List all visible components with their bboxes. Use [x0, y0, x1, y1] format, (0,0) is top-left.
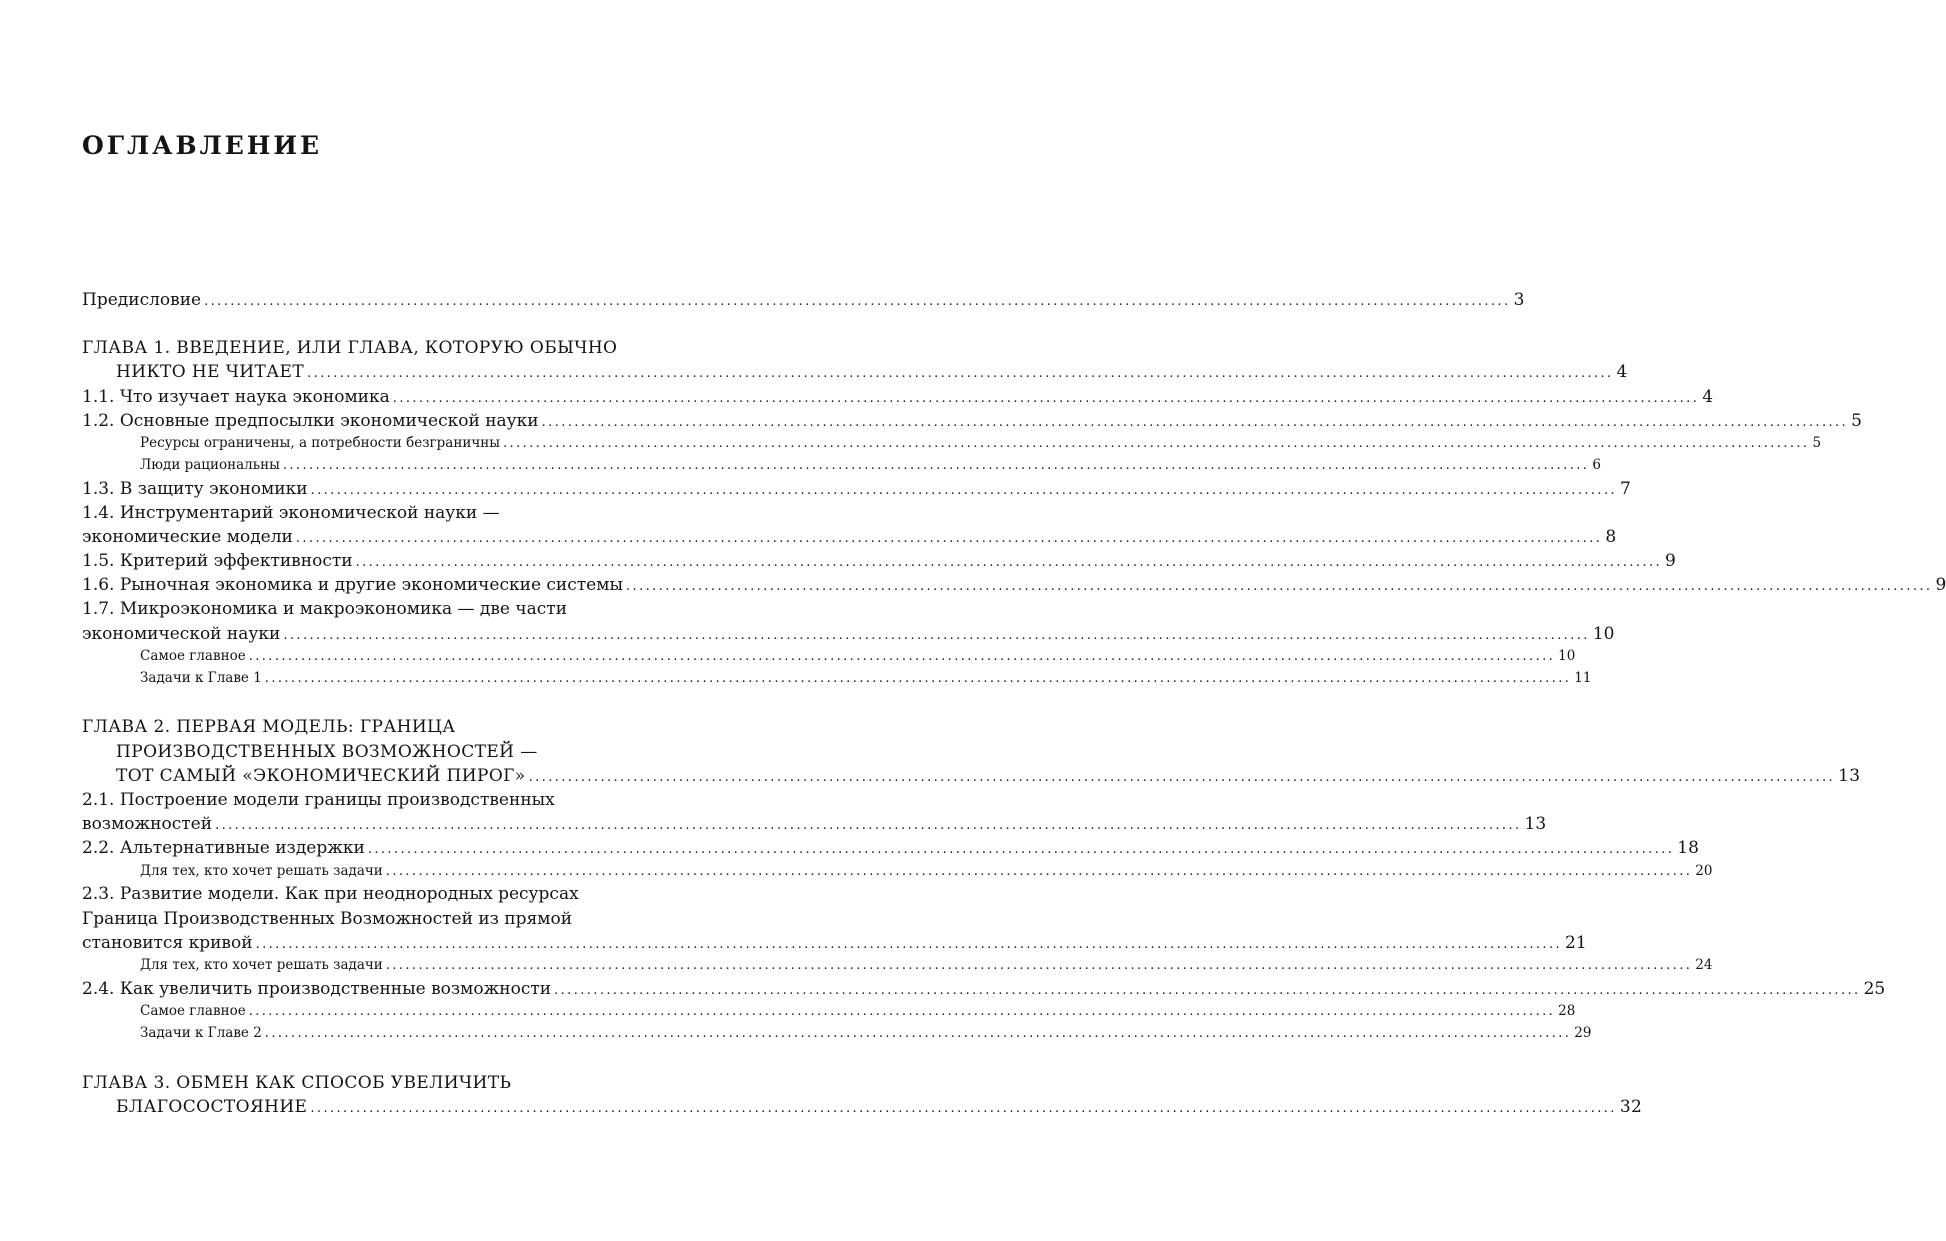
- chapter-title-line: ТОТ САМЫЙ «ЭКОНОМИЧЕСКИЙ ПИРОГ»: [116, 765, 526, 786]
- dot-leader: ........................................................................................................................................................................................................: [215, 818, 1522, 834]
- toc-subentry[interactable]: [82, 455, 1601, 477]
- toc-page-number: 29: [1574, 1024, 1592, 1041]
- toc-page-number: 9: [1665, 551, 1676, 572]
- dot-leader: ........................................................................................................................................................................................................: [310, 482, 1618, 498]
- toc-entry-label: становится кривой: [82, 932, 253, 953]
- toc-entry-1-7[interactable]: [82, 597, 652, 621]
- toc-entry-1-7-end[interactable]: [82, 622, 1615, 646]
- dot-leader: ........................................................................................................................................................................................................: [503, 435, 1810, 451]
- dot-leader: ........................................................................................................................................................................................................: [367, 842, 1675, 858]
- chapter-title-line: БЛАГОСОСТОЯНИЕ: [116, 1096, 308, 1117]
- toc-entry-label: Для тех, кто хочет решать задачи: [140, 862, 383, 879]
- toc-page-number: 5: [1812, 434, 1822, 451]
- dot-leader: ........................................................................................................................................................................................................: [255, 936, 1563, 952]
- toc-entry-2-4[interactable]: [82, 977, 1886, 1001]
- toc-entry-label: Люди рациональны: [140, 456, 280, 473]
- dot-leader: ........................................................................................................................................................................................................: [248, 648, 1556, 664]
- toc-entry-label: Самое главное: [140, 1002, 246, 1019]
- toc-entry-2-1[interactable]: [82, 788, 652, 812]
- toc-subentry[interactable]: [82, 955, 1713, 977]
- toc-page-number: 21: [1565, 932, 1587, 953]
- toc-entry-label: экономической науки: [82, 623, 281, 644]
- toc-entry-label: 1.1. Что изучает наука экономика: [82, 386, 390, 407]
- toc-entry-label: Граница Производственных Возможностей из прямой: [82, 908, 573, 929]
- dot-leader: ........................................................................................................................................................................................................: [264, 670, 1572, 686]
- toc-entry-label: Задачи к Главе 2: [140, 1024, 262, 1041]
- toc-subentry[interactable]: [82, 646, 1576, 668]
- toc-page-number: 11: [1574, 669, 1592, 686]
- dot-leader: ........................................................................................................................................................................................................: [248, 1003, 1556, 1019]
- toc-page-number: 10: [1592, 623, 1615, 644]
- toc-page-number: 13: [1524, 814, 1547, 835]
- toc-entry-label: Для тех, кто хочет решать задачи: [140, 956, 383, 973]
- toc-page-number: 4: [1702, 386, 1714, 407]
- toc-entry-label: 2.2. Альтернативные издержки: [82, 838, 365, 859]
- chapter-title-line: ГЛАВА 1. ВВЕДЕНИЕ, ИЛИ ГЛАВА, КОТОРУЮ ОБЫЧНО: [82, 338, 618, 359]
- toc-page-number: 10: [1558, 647, 1576, 664]
- toc-page-number: 28: [1558, 1002, 1576, 1019]
- dot-leader: ........................................................................................................................................................................................................: [528, 769, 1836, 785]
- chapter-2-heading[interactable]: [82, 715, 652, 739]
- toc-entry-label: 1.6. Рыночная экономика и другие экономические системы: [82, 575, 623, 596]
- dot-leader: ........................................................................................................................................................................................................: [264, 1025, 1572, 1041]
- chapter-1-heading[interactable]: [82, 336, 652, 360]
- toc-page-number: 5: [1851, 410, 1862, 431]
- toc-subentry[interactable]: [82, 433, 1822, 455]
- dot-leader: ........................................................................................................................................................................................................: [392, 390, 1700, 406]
- dot-leader: ........................................................................................................................................................................................................: [385, 863, 1693, 879]
- toc-subentry[interactable]: [82, 861, 1713, 883]
- dot-leader: ........................................................................................................................................................................................................: [204, 294, 1511, 309]
- toc-entry-label: Самое главное: [140, 647, 246, 664]
- dot-leader: ........................................................................................................................................................................................................: [355, 555, 1663, 571]
- chapter-title-line: ГЛАВА 2. ПЕРВАЯ МОДЕЛЬ: ГРАНИЦА: [82, 717, 456, 738]
- toc-entry-1-2[interactable]: [82, 409, 1862, 433]
- toc-page-number: 8: [1605, 526, 1617, 547]
- toc-entry-2-2[interactable]: [82, 836, 1699, 860]
- dot-leader: ........................................................................................................................................................................................................: [295, 530, 1603, 546]
- toc-entry-1-5[interactable]: [82, 549, 1676, 573]
- toc-entry-1-4-end[interactable]: [82, 525, 1617, 549]
- toc-subentry[interactable]: [82, 1001, 1576, 1023]
- chapter-2-heading-cont[interactable]: [82, 740, 652, 764]
- toc-entry-label: экономические модели: [82, 526, 293, 547]
- toc-entry-label: 1.4. Инструментарий экономической науки —: [82, 502, 500, 523]
- dot-leader: ........................................................................................................................................................................................................: [283, 627, 1590, 643]
- toc-entry-label: 2.3. Развитие модели. Как при неоднородных ресурсах: [82, 884, 579, 905]
- toc-entry-2-3-end[interactable]: [82, 931, 1587, 955]
- toc-entry-label: возможностей: [82, 814, 213, 835]
- toc-entry-label: Ресурсы ограничены, а потребности безграничны: [140, 434, 500, 451]
- toc-entry-2-3-cont[interactable]: [82, 907, 652, 931]
- dot-leader: ........................................................................................................................................................................................................: [282, 457, 1590, 473]
- chapter-3-heading[interactable]: [82, 1071, 652, 1095]
- toc-entry-preface[interactable]: [82, 288, 1525, 312]
- toc-entry-label: 1.7. Микроэкономика и макроэкономика — две части: [82, 599, 568, 620]
- toc-page-number: 25: [1863, 978, 1886, 999]
- dot-leader: ........................................................................................................................................................................................................: [554, 982, 1861, 998]
- toc-page-number: 13: [1838, 765, 1861, 786]
- dot-leader: ........................................................................................................................................................................................................: [541, 414, 1849, 430]
- toc-page-number: 18: [1677, 838, 1699, 859]
- toc-entry-label: Задачи к Главе 1: [140, 669, 262, 686]
- toc-entry-1-6[interactable]: [82, 573, 1946, 597]
- chapter-1-heading-end[interactable]: [82, 360, 1628, 384]
- toc-entry-label: 1.2. Основные предпосылки экономической науки: [82, 410, 539, 431]
- dot-leader: ........................................................................................................................................................................................................: [385, 957, 1693, 973]
- table-of-contents: [82, 288, 1946, 1119]
- toc-entry-label: 2.1. Построение модели границы производственных: [82, 790, 555, 810]
- toc-page-number: 20: [1695, 862, 1713, 879]
- toc-subentry[interactable]: [82, 668, 1592, 690]
- toc-page-number: 6: [1592, 456, 1601, 473]
- toc-page-number: 32: [1619, 1096, 1643, 1117]
- chapter-2-heading-end[interactable]: [82, 764, 1861, 788]
- toc-page-number: 9: [1935, 575, 1946, 596]
- toc-entry-1-3[interactable]: [82, 477, 1631, 501]
- toc-page-number: 7: [1620, 478, 1631, 499]
- dot-leader: ........................................................................................................................................................................................................: [310, 1100, 1617, 1116]
- dot-leader: ........................................................................................................................................................................................................: [307, 366, 1614, 382]
- page-title: ОГЛАВЛЕНИЕ: [82, 131, 323, 160]
- toc-entry-2-1-end[interactable]: [82, 812, 1547, 836]
- toc-entry-1-4[interactable]: [82, 501, 652, 525]
- chapter-title-line: ПРОИЗВОДСТВЕННЫХ ВОЗМОЖНОСТЕЙ —: [116, 741, 538, 762]
- toc-entry-label: Предисловие: [82, 290, 202, 310]
- dot-leader: ........................................................................................................................................................................................................: [626, 579, 1933, 595]
- toc-page-number: 24: [1695, 956, 1713, 973]
- toc-entry-label: 2.4. Как увеличить производственные возможности: [82, 978, 552, 999]
- toc-entry-label: 1.3. В защиту экономики: [82, 478, 308, 499]
- toc-page-number: 3: [1513, 290, 1525, 310]
- toc-entry-label: 1.5. Критерий эффективности: [82, 551, 353, 572]
- chapter-title-line: НИКТО НЕ ЧИТАЕТ: [116, 362, 305, 383]
- toc-subentry[interactable]: [82, 1023, 1592, 1045]
- chapter-title-line: ГЛАВА 3. ОБМЕН КАК СПОСОБ УВЕЛИЧИТЬ: [82, 1072, 512, 1093]
- toc-entry-2-3[interactable]: [82, 882, 652, 906]
- chapter-3-heading-end[interactable]: [82, 1095, 1643, 1119]
- toc-entry-1-1[interactable]: [82, 385, 1714, 409]
- toc-page-number: 4: [1616, 362, 1628, 383]
